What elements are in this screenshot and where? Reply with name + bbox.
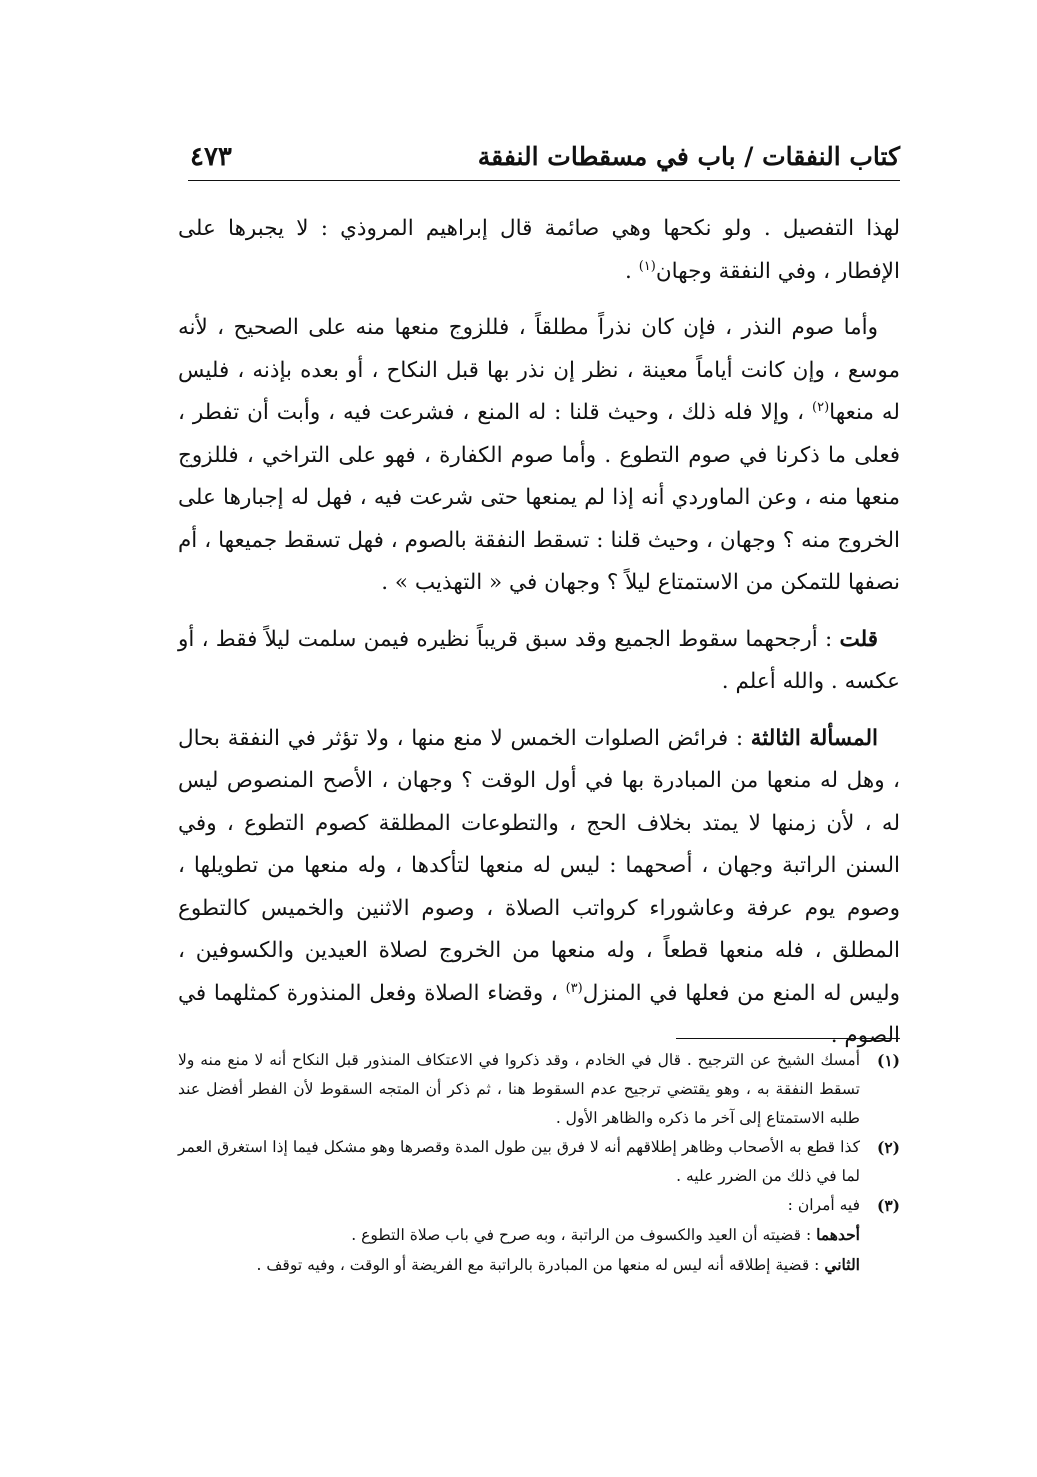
- paragraph-3: قلت : أرجحهما سقوط الجميع وقد سبق قريباً نظيره فيمن سلمت ليلاً فقط ، أو عكسه . والله أعلم .: [178, 626, 900, 694]
- page-number: ٤٧٣: [190, 142, 232, 172]
- chapter-title: كتاب النفقات / باب في مسقطات النفقة: [477, 142, 900, 171]
- footnotes: [178, 1046, 900, 1280]
- paragraph-4: المسألة الثالثة : فرائض الصلوات الخمس لا منع منها ، ولا تؤثر في النفقة بحال ، وهل له منعها من المبادرة بها في أول الوقت ؟ وجهان ، الأصح المنصوص ليس له ، لأن زمنها لا يمتد بخلاف الحج ، والتطوعات المطلقة كصوم التطوع ، وفي السنن الراتبة وجهان ، أصحهما : ليس له منعها لتأكدها ، وله منعها من تطويلها ، وصوم يوم عرفة وعاشوراء كرواتب الصلاة ، وصوم الاثنين والخميس كالتطوع المطلق ، فله منعها قطعاً ، وله منعها من الخروج لصلاة العيدين والكسوفين ، وليس له المنع من فعلها في المنزل$^{(٣)}$ ، وقضاء الصلاة وفعل المنذورة كمثلهما في الصوم .: [178, 725, 900, 1048]
- footnote-number: (١): [876, 1051, 900, 1070]
- footnote-subitem-1: أحدهما : قضيته أن العيد والكسوف من الراتبة ، وبه صرح في باب صلاة التطوع .: [351, 1225, 860, 1244]
- footnote-ref-1[interactable]: (١): [638, 258, 656, 274]
- footnote-text: فيه أمران :: [787, 1196, 860, 1214]
- footnote-text: كذا قطع به الأصحاب وظاهر إطلاقهم أنه لا فرق بين طول المدة وقصرها وهو مشكل فيما إذا استغرق العمر لما في ذلك من الضرر عليه .: [178, 1138, 860, 1185]
- paragraph-lead: قلت: [839, 626, 878, 652]
- footnote-subitem-2: الثاني : قضية إطلاقه أنه ليس له منعها من المبادرة بالراتبة مع الفريضة أو الوقت ، وفيه توقف .: [256, 1255, 860, 1274]
- footnote-1: [178, 1046, 900, 1133]
- footnote-ref-3[interactable]: (٣): [565, 980, 583, 996]
- footnote-separator: [676, 1038, 900, 1039]
- footnote-ref-2[interactable]: (٢): [812, 399, 830, 415]
- section-heading: المسألة الثالثة: [750, 725, 878, 751]
- footnote-number: (٣): [876, 1196, 900, 1215]
- main-text: [178, 208, 900, 1072]
- footnote-number: (٢): [876, 1138, 900, 1157]
- paragraph-2: وأما صوم النذر ، فإن كان نذراً مطلقاً ، فللزوج منعها منه على الصحيح ، لأنه موسع ، وإن كانت أياماً معينة ، نظر إن نذر بها قبل النكاح ، أو بعده بإذنه ، فليس له منعها$^{(٢)}$ ، وإلا فله ذلك ، وحيث قلنا : له المنع ، فشرعت فيه ، وأبت أن تفطر ، فعلى ما ذكرنا في صوم التطوع . وأما صوم الكفارة ، فهو على التراخي ، فللزوج منعها منه ، وعن الماوردي أنه إذا لم يمنعها حتى شرعت فيه ، فهل له إجبارها على الخروج منه ؟ وجهان ، وحيث قلنا : تسقط النفقة بالصوم ، فهل تسقط جميعها ، أم نصفها للتمكن من الاستمتاع ليلاً ؟ وجهان في « التهذيب » .: [178, 315, 900, 595]
- footnote-2: [178, 1133, 900, 1191]
- paragraph-1: لهذا التفصيل . ولو نكحها وهي صائمة قال إبراهيم المروذي : لا يجبرها على الإفطار ، وفي النفقة وجهان$^{(١)}$ .: [178, 216, 900, 284]
- running-header: [188, 134, 900, 181]
- footnote-text: أمسك الشيخ عن الترجيح . قال في الخادم ، وقد ذكروا في الاعتكاف المنذور قبل النكاح أنه لا منع منه ولا تسقط النفقة به ، وهو يقتضي ترجيح عدم السقوط هنا ، ثم ذكر أن المتجه السقوط لأن الفطر أفضل عند طلبه الاستمتاع إلى آخر ما ذكره والظاهر الأول .: [178, 1051, 860, 1127]
- footnote-3: [178, 1191, 900, 1280]
